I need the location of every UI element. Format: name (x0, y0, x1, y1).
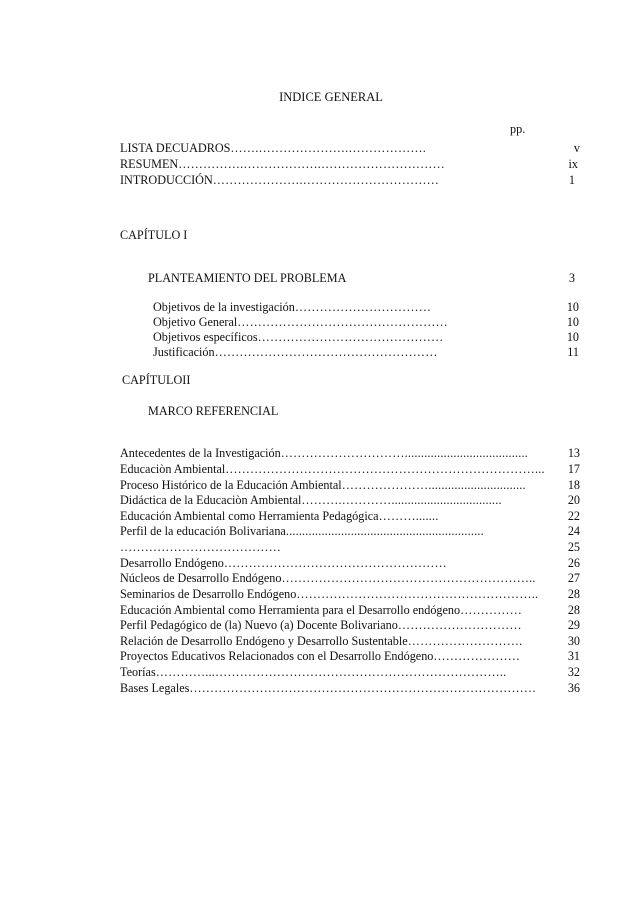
toc-entry-dots: ………………….............................. (341, 478, 526, 492)
toc-entry (120, 587, 538, 602)
toc-entry (153, 330, 443, 345)
pp-label: pp. (510, 122, 526, 136)
toc-entry-dots: ………………………………………………………………………… (189, 681, 537, 695)
toc-entry-text: Proyectos Educativos Relacionados con el Desarrollo Endógeno (120, 649, 434, 663)
toc-entry-text: RESUMEN (120, 157, 179, 171)
toc-entry-dots: ………………………………………………….. (296, 587, 539, 601)
toc-entry-dots: ……………………………………… (257, 330, 444, 344)
toc-entry-text: Didáctica de la Educaciòn Ambiental (120, 493, 302, 507)
toc-entry (120, 571, 536, 586)
toc-entry-page: 30 (567, 634, 580, 648)
toc-entry-text: Educaciòn Ambiental (120, 462, 226, 476)
toc-entry (120, 665, 506, 680)
toc-entry-dots: ………………… (433, 649, 521, 663)
toc-entry-page: 17 (567, 462, 580, 476)
toc-entry-text: INTRODUCCIÓN (120, 173, 213, 187)
toc-entry (120, 634, 522, 649)
toc-entry (120, 141, 426, 156)
chapter-heading: CAPÍTULO I (120, 228, 188, 242)
toc-entry (120, 524, 484, 539)
toc-entry-page: 11 (567, 345, 579, 359)
toc-entry-page: 10 (566, 300, 579, 314)
toc-entry-text: Relación de Desarrollo Endógeno y Desarrollo Sustentable (120, 634, 408, 648)
toc-entry-text: Bases Legales (120, 681, 190, 695)
toc-entry-dots: …………………………...................................... (280, 446, 529, 460)
toc-entry-text: Objetivo General (153, 315, 238, 329)
toc-entry (120, 540, 281, 555)
toc-entry-page: 10 (566, 315, 579, 329)
toc-entry-page: ix (568, 157, 578, 171)
toc-entry (120, 509, 438, 524)
toc-entry (153, 315, 448, 330)
toc-entry-text: Proceso Histórico de la Educación Ambiental (120, 478, 342, 492)
toc-entry-dots: …………….……………….………………………… (178, 157, 445, 171)
toc-entry (120, 556, 447, 571)
toc-entry-dots: ………....... (378, 509, 439, 523)
toc-entry-page: 29 (567, 618, 580, 632)
toc-entry-text: Desarrollo Endógeno (120, 556, 224, 570)
toc-entry-text: Núcleos de Desarrollo Endógeno (120, 571, 282, 585)
toc-entry (153, 345, 438, 360)
toc-entry-page: 18 (567, 478, 580, 492)
toc-entry-dots: …….………………….………………. (230, 141, 426, 155)
toc-entry-dots: …………………………………………………………………... (225, 462, 545, 476)
toc-entry-dots: ………………………………… (120, 540, 282, 554)
toc-entry-dots: ………………………… (397, 618, 522, 632)
page-title: INDICE GENERAL (279, 90, 383, 104)
toc-entry (120, 157, 445, 172)
toc-entry-dots: ……………………………………………… (223, 556, 447, 570)
toc-entry (120, 478, 526, 493)
toc-entry-dots: ............................................................. (285, 524, 484, 538)
toc-entry-dots: …………………………………………………….. (281, 571, 536, 585)
toc-entry-page: 24 (567, 524, 580, 538)
toc-entry-page: 28 (567, 587, 580, 601)
toc-entry (120, 173, 439, 188)
toc-entry (120, 681, 536, 696)
toc-entry-text: Seminarios de Desarrollo Endógeno (120, 587, 297, 601)
toc-entry-page: v (573, 141, 580, 155)
toc-entry-page: 28 (567, 603, 580, 617)
toc-entry-dots: ……………………………………………… (214, 345, 438, 359)
toc-entry (120, 493, 502, 508)
toc-entry-dots: ……….………….................................. (301, 493, 502, 507)
toc-entry (120, 618, 522, 633)
toc-entry-page: 10 (566, 330, 579, 344)
toc-entry-page: 31 (567, 649, 580, 663)
toc-entry (120, 446, 528, 461)
chapter-heading: CAPÍTULOII (122, 373, 191, 387)
toc-entry-page: 27 (567, 571, 580, 585)
toc-entry-text: Objetivos específicos (153, 330, 258, 344)
toc-entry-page: 22 (567, 509, 580, 523)
toc-entry-text: Antecedentes de la Investigación (120, 446, 281, 460)
toc-entry-page: 1 (568, 173, 575, 187)
toc-entry-page: 26 (567, 556, 580, 570)
toc-entry-page: 3 (568, 271, 575, 285)
toc-entry-dots: …………………………… (294, 300, 432, 314)
toc-entry-text: Teorías (120, 665, 156, 679)
toc-entry-dots: …………...…………………………………………………………….. (155, 665, 507, 679)
toc-entry-text: Objetivos de la investigación (153, 300, 295, 314)
toc-entry-page: 32 (567, 665, 580, 679)
toc-entry-page: 25 (567, 540, 580, 554)
toc-entry-text: Educación Ambiental como Herramienta para el Desarrollo endógeno (120, 603, 461, 617)
toc-entry-dots: ………………………. (407, 634, 523, 648)
toc-entry-dots: …………………………………………… (237, 315, 448, 329)
toc-entry (120, 462, 545, 477)
toc-entry-page: 20 (567, 493, 580, 507)
toc-entry-text: Justificación (153, 345, 215, 359)
toc-entry (153, 300, 431, 315)
toc-entry-page: 13 (567, 446, 580, 460)
toc-entry-text: Perfil Pedagógico de (la) Nuevo (a) Docente Bolivariano (120, 618, 398, 632)
section-heading: PLANTEAMIENTO DEL PROBLEMA (148, 271, 347, 285)
toc-entry-text: LISTA DECUADROS (120, 141, 231, 155)
toc-entry-text: Perfil de la educación Bolivariana (120, 524, 286, 538)
toc-entry (120, 649, 520, 664)
toc-entry-dots: ………………….…………………………… (212, 173, 439, 187)
section-heading: MARCO REFERENCIAL (148, 404, 279, 418)
toc-entry (120, 603, 522, 618)
toc-entry-text: Educación Ambiental como Herramienta Pedagógica (120, 509, 379, 523)
toc-entry-dots: …………… (460, 603, 523, 617)
toc-entry-page: 36 (567, 681, 580, 695)
